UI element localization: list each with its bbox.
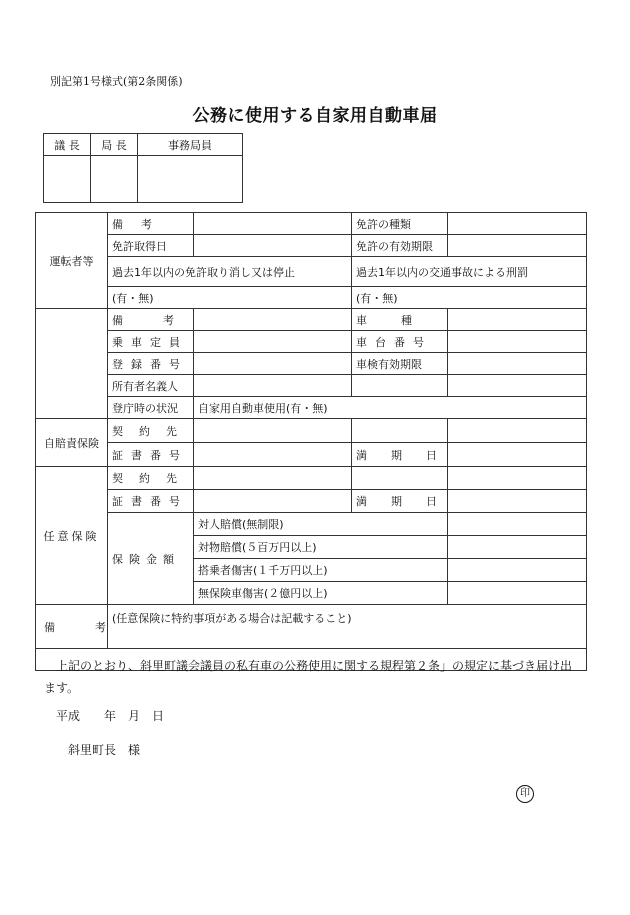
jibaiseki-expiry-field[interactable] [448,443,587,467]
jibaiseki-cert-label: 証書番号 [108,443,194,467]
approval-stamp-staff[interactable] [138,156,243,203]
jibaiseki-contractor-field[interactable] [194,419,352,443]
amount-passenger-injury-field[interactable] [448,559,587,582]
capacity-field[interactable] [194,331,352,353]
nini-expiry-label: 満期日 [352,490,448,513]
approval-stamp-director[interactable] [91,156,138,203]
suspension-label: 過去1年以内の免許取り消し又は停止 [108,257,352,287]
nini-contractor-field[interactable] [194,467,352,490]
form-title: 公務に使用する自家用自動車届 [192,106,438,126]
reg-no-field[interactable] [194,353,352,375]
remarks-instruction: (任意保険に特約事項がある場合は記載すること) [112,612,352,625]
car-kind-label: 車種 [352,309,448,331]
license-type-label: 免許の種類 [352,213,448,235]
registration-form-table [35,212,587,799]
remarks-field[interactable] [108,605,587,649]
nini-blank-1[interactable] [352,467,448,490]
license-date-label: 免許取得日 [108,235,194,257]
declaration-text-body: 上記のとおり、斜里町議会議員の私有車の公務使用に関する規程第２条」の規定に基づき届け出ます。 [44,659,573,695]
nini-cert-label: 証書番号 [108,490,194,513]
declaration-addressee: 斜里町長 様 [68,743,141,757]
declaration-text [44,655,578,699]
vehicle-biko-field[interactable] [194,309,352,331]
owner-extra-1[interactable] [352,375,448,397]
seal-mark: 印 [516,785,534,803]
approval-box [43,133,243,203]
nini-contractor-label: 契約先 [108,467,194,490]
chassis-field[interactable] [448,331,587,353]
approval-header-staff: 事務局員 [138,134,243,156]
commute-status-value[interactable]: 自家用自動車使用(有・無) [194,397,587,419]
declaration-date[interactable]: 平成 年 月 日 [56,709,165,723]
amount-property-damage-field[interactable] [448,536,587,559]
approval-stamp-chair[interactable] [44,156,91,203]
license-date-field[interactable] [194,235,352,257]
car-kind-field[interactable] [448,309,587,331]
nini-expiry-field[interactable] [448,490,587,513]
inspection-field[interactable] [448,353,587,375]
commute-status-label: 登庁時の状況 [108,397,194,419]
reg-no-label: 登録番号 [108,353,194,375]
jibaiseki-blank-2[interactable] [448,419,587,443]
amount-bodily-injury-field[interactable] [448,513,587,536]
declaration-block [36,649,587,799]
nini-blank-2[interactable] [448,467,587,490]
amount-uninsured-motorist-field[interactable] [448,582,587,605]
inspection-label: 車検有効期限 [352,353,448,375]
jibaiseki-expiry-label: 満期日 [352,443,448,467]
driver-section-label: 運転者等 [36,213,108,309]
nini-cert-field[interactable] [194,490,352,513]
jibaiseki-cert-field[interactable] [194,443,352,467]
suspension-option[interactable]: (有・無) [108,287,352,309]
owner-extra-2[interactable] [448,375,587,397]
amount-passenger-injury: 搭乗者傷害(１千万円以上) [194,559,448,582]
form-number-note: 別記第1号様式(第2条関係) [50,75,183,88]
owner-label: 所有者名義人 [108,375,194,397]
jibaiseki-contractor-label: 契約先 [108,419,194,443]
amount-property-damage: 対物賠償(５百万円以上) [194,536,448,559]
license-expiry-field[interactable] [448,235,587,257]
accident-label: 過去1年以内の交通事故による刑罰 [352,257,587,287]
license-expiry-label: 免許の有効期限 [352,235,448,257]
amount-bodily-injury: 対人賠償(無制限) [194,513,448,536]
approval-header-chair: 議 長 [44,134,91,156]
jibaiseki-section-label: 自賠責保険 [36,419,108,467]
driver-biko-field[interactable] [194,213,352,235]
nini-section-label: 任意保険 [36,467,108,605]
jibaiseki-blank-1[interactable] [352,419,448,443]
insured-amount-label: 保険金額 [108,513,194,605]
driver-biko-label: 備考 [108,213,194,235]
license-type-field[interactable] [448,213,587,235]
approval-header-director: 局 長 [91,134,138,156]
vehicle-section-label [36,309,108,419]
remarks-label: 備考 [36,605,108,649]
amount-uninsured-motorist: 無保険車傷害(２億円以上) [194,582,448,605]
chassis-label: 車台番号 [352,331,448,353]
capacity-label: 乗車定員 [108,331,194,353]
accident-option[interactable]: (有・無) [352,287,587,309]
vehicle-biko-label: 備考 [108,309,194,331]
owner-field[interactable] [194,375,352,397]
